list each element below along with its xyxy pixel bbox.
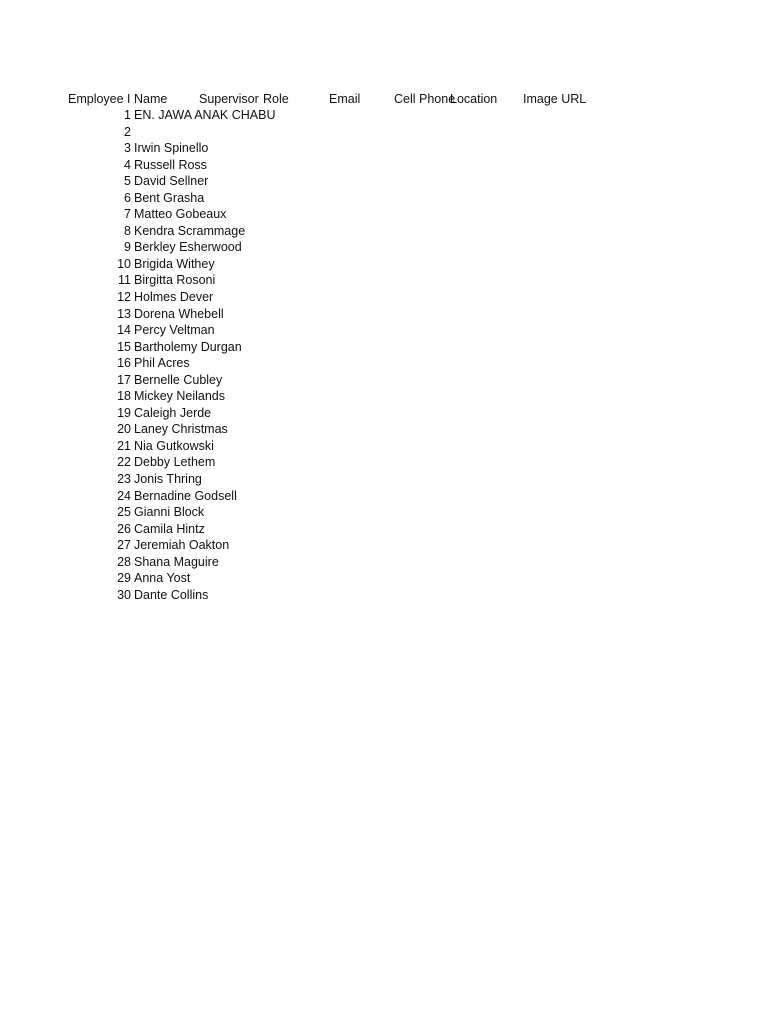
employee-id-cell: 21 xyxy=(117,438,131,453)
employee-id-cell: 22 xyxy=(117,455,131,470)
header-employee-id: Employee I xyxy=(68,92,131,106)
table-row xyxy=(0,521,768,538)
table-row xyxy=(0,355,768,372)
employee-id-cell: 24 xyxy=(117,488,131,503)
table-row xyxy=(0,339,768,356)
employee-id-cell: 26 xyxy=(117,521,131,536)
employee-name-cell: Bent Grasha xyxy=(134,190,205,205)
header-cell-phone: Cell Phone xyxy=(394,92,456,106)
table-row xyxy=(0,223,768,240)
table-row xyxy=(0,256,768,273)
employee-name-cell: Dorena Whebell xyxy=(134,306,224,321)
employee-id-cell: 15 xyxy=(117,339,131,354)
table-row xyxy=(0,438,768,455)
table-row xyxy=(0,306,768,323)
employee-id-cell: 25 xyxy=(117,505,131,520)
table-row xyxy=(0,124,768,141)
table-row xyxy=(0,554,768,571)
table-row xyxy=(0,289,768,306)
employee-id-cell: 7 xyxy=(124,207,131,222)
table-row xyxy=(0,372,768,389)
employee-name-cell: Phil Acres xyxy=(134,356,190,371)
table-row xyxy=(0,173,768,190)
employee-id-cell: 8 xyxy=(124,223,131,238)
employee-id-cell: 10 xyxy=(117,256,131,271)
table-row xyxy=(0,570,768,587)
employee-id-cell: 6 xyxy=(124,190,131,205)
employee-name-cell: Nia Gutkowski xyxy=(134,438,214,453)
employee-name-cell: Jonis Thring xyxy=(134,472,202,487)
employee-id-cell: 5 xyxy=(124,174,131,189)
employee-name-cell: Mickey Neilands xyxy=(134,389,226,404)
employee-name-cell: Shana Maguire xyxy=(134,554,219,569)
employee-name-cell: Dante Collins xyxy=(134,587,209,602)
employee-name-cell: Birgitta Rosoni xyxy=(134,273,216,288)
employee-id-cell: 29 xyxy=(117,571,131,586)
employee-id-cell: 30 xyxy=(117,587,131,602)
employee-name-cell: Kendra Scrammage xyxy=(134,223,246,238)
table-row xyxy=(0,190,768,207)
header-image-url: Image URL xyxy=(523,92,587,106)
employee-id-cell: 13 xyxy=(117,306,131,321)
employee-name-cell: Caleigh Jerde xyxy=(134,405,212,420)
table-row xyxy=(0,421,768,438)
header-row xyxy=(0,91,768,107)
table-row xyxy=(0,322,768,339)
employee-name-cell: EN. JAWA ANAK CHABU xyxy=(134,108,276,122)
employee-name-cell: Holmes Dever xyxy=(134,290,214,305)
employee-name-cell: Irwin Spinello xyxy=(134,141,209,156)
employee-name-cell: Camila Hintz xyxy=(134,521,205,536)
table-row xyxy=(0,537,768,554)
employee-id-cell: 2 xyxy=(124,124,131,139)
employee-id-cell: 4 xyxy=(124,157,131,172)
employee-name-cell: Bernadine Godsell xyxy=(134,488,237,503)
table-row xyxy=(0,587,768,604)
header-email: Email xyxy=(329,92,361,106)
employee-id-cell: 16 xyxy=(117,356,131,371)
employee-id-cell: 11 xyxy=(118,273,131,288)
employee-id-cell: 9 xyxy=(124,240,131,255)
table-row xyxy=(0,471,768,488)
table-row xyxy=(0,157,768,174)
employee-id-cell: 12 xyxy=(117,290,131,305)
employee-name-cell: Russell Ross xyxy=(134,157,207,172)
employee-id-cell: 3 xyxy=(124,141,131,156)
table-row xyxy=(0,388,768,405)
employee-name-cell: Anna Yost xyxy=(134,571,191,586)
header-supervisor: Supervisor xyxy=(199,92,259,106)
table-row xyxy=(0,488,768,505)
employee-id-cell: 19 xyxy=(117,405,131,420)
table-row xyxy=(0,405,768,422)
table-row xyxy=(0,107,768,124)
employee-name-cell: Laney Christmas xyxy=(134,422,228,437)
employee-id-cell: 20 xyxy=(117,422,131,437)
employee-id-cell: 23 xyxy=(117,472,131,487)
employee-name-cell: Berkley Esherwood xyxy=(134,240,242,255)
employee-id-cell: 1 xyxy=(124,108,131,122)
table-row xyxy=(0,272,768,289)
table-row xyxy=(0,140,768,157)
header-role: Role xyxy=(263,92,289,106)
employee-rows xyxy=(0,107,768,603)
table-row xyxy=(0,239,768,256)
employee-name-cell: Matteo Gobeaux xyxy=(134,207,227,222)
employee-name-cell: Debby Lethem xyxy=(134,455,216,470)
employee-name-cell: Brigida Withey xyxy=(134,256,215,271)
employee-id-cell: 18 xyxy=(117,389,131,404)
table-row xyxy=(0,454,768,471)
employee-name-cell: David Sellner xyxy=(134,174,209,189)
employee-name-cell: Gianni Block xyxy=(134,505,205,520)
employee-name-cell: Bernelle Cubley xyxy=(134,372,223,387)
table-row xyxy=(0,504,768,521)
header-name: Name xyxy=(134,92,168,106)
table-row xyxy=(0,206,768,223)
employee-name-cell: Bartholemy Durgan xyxy=(134,339,242,354)
employee-name-cell: Jeremiah Oakton xyxy=(134,538,230,553)
header-location: Location xyxy=(450,92,498,106)
employee-id-cell: 17 xyxy=(117,372,131,387)
employee-id-cell: 27 xyxy=(117,538,131,553)
employee-id-cell: 14 xyxy=(117,323,131,338)
employee-id-cell: 28 xyxy=(117,554,131,569)
employee-name-cell: Percy Veltman xyxy=(134,323,215,338)
